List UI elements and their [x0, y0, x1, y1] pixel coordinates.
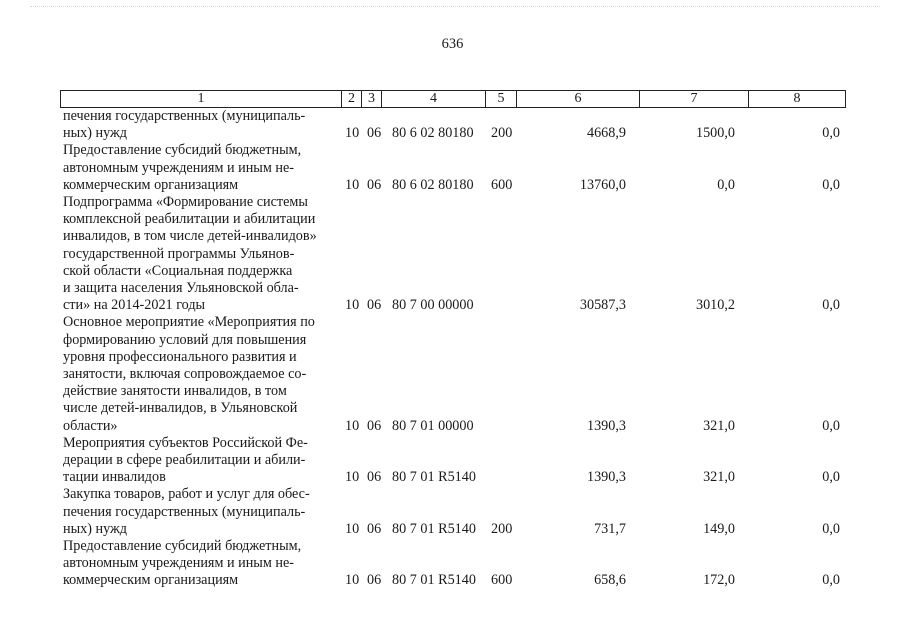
description-line: Подпрограмма «Формирование системы: [63, 193, 308, 210]
header-col-8: 8: [793, 91, 801, 106]
description-line: инвалидов, в том числе детей-инвалидов»: [63, 228, 317, 245]
description-line: коммерческим организациям: [63, 572, 239, 589]
cell-c7: 1500,0: [695, 125, 735, 142]
cell-c6: 13760,0: [579, 176, 626, 193]
cell-c8: 0,0: [822, 297, 840, 314]
cell-c7: 321,0: [703, 417, 735, 434]
table-row: [0, 108, 905, 142]
cell-c5: 600: [491, 572, 513, 589]
cell-c7: 149,0: [703, 520, 735, 537]
cell-c7: 3010,2: [695, 297, 735, 314]
cell-c8: 0,0: [822, 520, 840, 537]
description-line: и защита населения Ульяновской обла-: [63, 279, 299, 296]
cell-c8: 0,0: [822, 469, 840, 486]
cell-c4: 80 7 01 R5140: [392, 572, 476, 589]
row-description: [63, 194, 335, 314]
row-description: [63, 435, 335, 487]
description-line: формированию условий для повышения: [63, 331, 307, 348]
description-line: сти» на 2014-2021 годы: [63, 297, 206, 314]
cell-c8: 0,0: [822, 176, 840, 193]
header-col-6: 6: [517, 91, 640, 107]
table-header: [60, 90, 846, 108]
cell-c5: 200: [491, 520, 513, 537]
row-description: [63, 314, 335, 434]
table-row: [0, 538, 905, 590]
cell-c2: 10: [345, 417, 360, 434]
table-row: [0, 486, 905, 538]
cell-c7: 0,0: [717, 176, 735, 193]
row-description: [63, 486, 335, 538]
cell-c8: 0,0: [822, 125, 840, 142]
cell-c3: 06: [367, 520, 382, 537]
cell-c3: 06: [367, 125, 382, 142]
cell-c4: 80 7 01 R5140: [392, 469, 476, 486]
cell-c4: 80 7 00 00000: [392, 297, 474, 314]
cell-c8: 0,0: [822, 572, 840, 589]
description-line: Предоставление субсидий бюджетным,: [63, 537, 302, 554]
table-row: [0, 142, 905, 194]
header-col-4: 4: [382, 91, 486, 107]
header-col-3: 3: [362, 91, 382, 107]
description-line: комплексной реабилитации и абилитации: [63, 211, 316, 228]
cell-c2: 10: [345, 125, 360, 142]
description-line: Мероприятия субъектов Российской Фе-: [63, 434, 308, 451]
cell-c7: 172,0: [703, 572, 735, 589]
cell-c6: 731,7: [594, 520, 626, 537]
description-line: Основное мероприятие «Мероприятия по: [63, 314, 315, 331]
header-col-1: 1: [61, 91, 342, 107]
description-line: числе детей-инвалидов, в Ульяновской: [63, 400, 298, 417]
cell-c2: 10: [345, 572, 360, 589]
cell-c3: 06: [367, 572, 382, 589]
cell-c5: 200: [491, 125, 513, 142]
cell-c3: 06: [367, 297, 382, 314]
table-row: [0, 435, 905, 487]
cell-c3: 06: [367, 469, 382, 486]
description-line: действие занятости инвалидов, в том: [63, 383, 287, 400]
cell-c2: 10: [345, 520, 360, 537]
description-line: автономным учреждениям и иным не-: [63, 159, 294, 176]
cell-c8: 0,0: [822, 417, 840, 434]
cell-c6: 658,6: [594, 572, 626, 589]
row-description: [63, 108, 335, 142]
cell-c6: 1390,3: [586, 469, 626, 486]
description-line: печения государственных (муниципаль-: [63, 108, 306, 124]
description-line: ской области «Социальная поддержка: [63, 262, 293, 279]
table-row: [0, 314, 905, 434]
cell-c7: 321,0: [703, 469, 735, 486]
cell-c2: 10: [345, 469, 360, 486]
cell-c5: 600: [491, 176, 513, 193]
cell-c3: 06: [367, 176, 382, 193]
description-line: области»: [63, 417, 118, 434]
cell-c4: 80 7 01 R5140: [392, 520, 476, 537]
description-line: Предоставление субсидий бюджетным,: [63, 142, 302, 159]
row-description: [63, 538, 335, 590]
table-body: [0, 108, 905, 590]
cell-c2: 10: [345, 176, 360, 193]
table-row: [0, 194, 905, 314]
header-col-2: 2: [342, 91, 362, 107]
page-number: 636: [441, 36, 464, 52]
cell-c6: 30587,3: [579, 297, 626, 314]
description-line: уровня профессионального развития и: [63, 348, 297, 365]
description-line: автономным учреждениям и иным не-: [63, 555, 294, 572]
description-line: занятости, включая сопровождаемое со-: [63, 365, 307, 382]
cell-c4: 80 7 01 00000: [392, 417, 474, 434]
header-col-7: 7: [640, 91, 749, 107]
description-line: тации инвалидов: [63, 469, 166, 486]
cell-c4: 80 6 02 80180: [392, 176, 474, 193]
cell-c6: 1390,3: [586, 417, 626, 434]
description-line: ных) нужд: [63, 520, 128, 537]
description-line: ных) нужд: [63, 125, 128, 142]
header-col-5: 5: [486, 91, 517, 107]
cell-c6: 4668,9: [586, 125, 626, 142]
scan-artifact: [30, 6, 880, 9]
description-line: государственной программы Ульянов-: [63, 245, 295, 262]
cell-c2: 10: [345, 297, 360, 314]
cell-c4: 80 6 02 80180: [392, 125, 474, 142]
description-line: коммерческим организациям: [63, 176, 239, 193]
description-line: Закупка товаров, работ и услуг для обес-: [63, 486, 310, 503]
row-description: [63, 142, 335, 194]
description-line: печения государственных (муниципаль-: [63, 503, 306, 520]
description-line: дерации в сфере реабилитации и абили-: [63, 451, 306, 468]
cell-c3: 06: [367, 417, 382, 434]
